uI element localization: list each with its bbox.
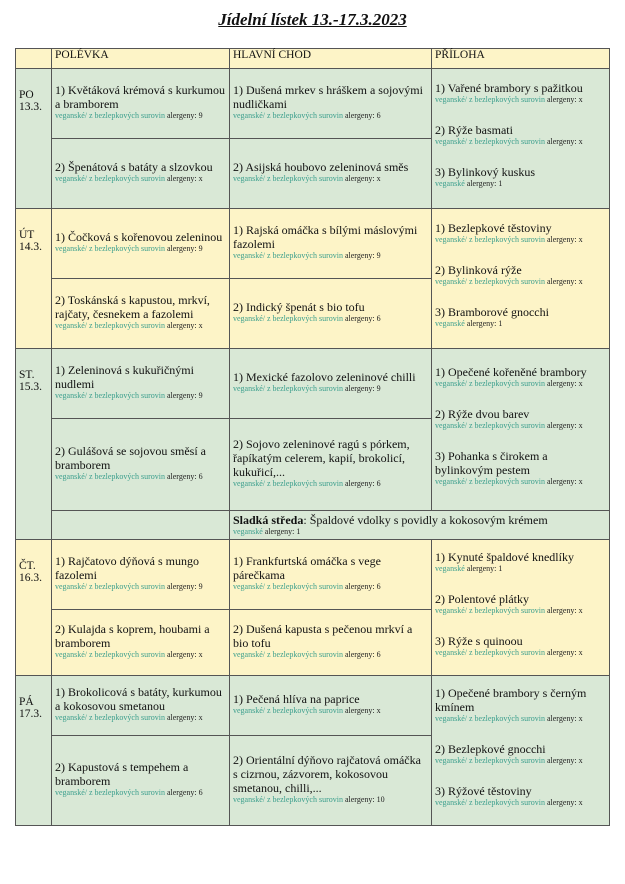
day-cell	[16, 69, 52, 209]
vegan-tag: veganské/ z bezlepkových surovin	[233, 251, 343, 260]
allergen-label: alergeny:	[344, 706, 375, 715]
day-label: ÚT	[19, 229, 35, 241]
allergen-value: x	[578, 277, 583, 286]
vegan-tag: veganské/ z bezlepkových surovin	[55, 174, 165, 183]
dish-meta	[55, 244, 226, 254]
dish-name: 1) Rajčatovo dýňová s mungo fazolemi	[55, 554, 199, 582]
soup-item	[55, 554, 226, 594]
allergen-value: x	[578, 379, 583, 388]
dish-meta	[55, 582, 226, 592]
main-item	[233, 554, 428, 594]
dish-name: 2) Rýže basmati	[435, 123, 513, 137]
allergen-label: alergeny:	[166, 174, 197, 183]
vegan-tag: veganské/ z bezlepkových surovin	[435, 714, 545, 723]
main-item	[233, 622, 428, 662]
allergen-value: x	[578, 421, 583, 430]
vegan-tag: veganské/ z bezlepkových surovin	[233, 111, 343, 120]
day-date: 15.3.	[19, 381, 42, 393]
side-cell	[432, 209, 610, 349]
special-cell	[230, 511, 610, 540]
allergen-label: alergeny:	[166, 713, 197, 722]
vegan-tag: veganské/ z bezlepkových surovin	[55, 321, 165, 330]
dish-meta	[435, 319, 606, 329]
allergen-label: alergeny:	[344, 314, 375, 323]
dish-name: 2) Rýže dvou barev	[435, 407, 530, 421]
vegan-tag: veganské	[435, 179, 465, 188]
vegan-tag: veganské/ z bezlepkových surovin	[233, 650, 343, 659]
side-cell	[432, 540, 610, 676]
soup-cell	[52, 69, 230, 139]
dish-meta	[233, 650, 428, 660]
vegan-tag: veganské/ z bezlepkových surovin	[435, 421, 545, 430]
soup-cell	[52, 419, 230, 511]
dish-meta	[233, 582, 428, 592]
dish-name: 1) Vařené brambory s pažitkou	[435, 81, 583, 95]
dish-meta	[55, 650, 226, 660]
main-cell	[230, 209, 432, 279]
allergen-label: alergeny:	[344, 174, 375, 183]
allergen-label: alergeny:	[466, 319, 497, 328]
vegan-tag: veganské/ z bezlepkových surovin	[233, 174, 343, 183]
allergen-label: alergeny:	[166, 321, 197, 330]
main-item	[233, 370, 428, 396]
allergen-label: alergeny:	[166, 582, 197, 591]
soup-item	[55, 83, 226, 123]
dish-name: 1) Dušená mrkev s hráškem a sojovými nudličkami	[233, 83, 423, 111]
allergen-label: alergeny:	[546, 421, 577, 430]
special-text: : Špaldové vdolky s povidly a kokosovým krémem	[303, 513, 548, 527]
allergen-value: x	[578, 714, 583, 723]
dish-meta	[435, 477, 606, 487]
vegan-tag: veganské/ z bezlepkových surovin	[233, 384, 343, 393]
allergen-label: alergeny:	[166, 788, 197, 797]
allergen-label: alergeny:	[546, 606, 577, 615]
vegan-tag: veganské/ z bezlepkových surovin	[435, 606, 545, 615]
day-date: 17.3.	[19, 708, 42, 720]
day-label: ST.	[19, 369, 35, 381]
side-item	[435, 123, 606, 149]
side-item	[435, 686, 606, 726]
main-cell	[230, 540, 432, 610]
main-cell	[230, 349, 432, 419]
vegan-tag: veganské	[435, 319, 465, 328]
dish-meta	[55, 321, 226, 331]
allergen-value: x	[578, 95, 583, 104]
soup-cell	[52, 736, 230, 826]
allergen-label: alergeny:	[166, 391, 197, 400]
dish-meta	[435, 137, 606, 147]
soup-item	[55, 760, 226, 800]
vegan-tag: veganské/ z bezlepkových surovin	[55, 472, 165, 481]
side-item	[435, 305, 606, 331]
side-cell	[432, 676, 610, 826]
soup-cell	[52, 676, 230, 736]
allergen-label: alergeny:	[466, 564, 497, 573]
allergen-value: 6	[376, 111, 381, 120]
soup-item	[55, 622, 226, 662]
vegan-tag: veganské/ z bezlepkových surovin	[435, 648, 545, 657]
allergen-value: x	[198, 650, 203, 659]
main-item	[233, 753, 428, 807]
allergen-value: 1	[498, 564, 503, 573]
vegan-tag: veganské/ z bezlepkových surovin	[435, 379, 545, 388]
allergen-value: 9	[376, 384, 381, 393]
vegan-tag: veganské/ z bezlepkových surovin	[55, 391, 165, 400]
dish-meta	[233, 384, 428, 394]
allergen-label: alergeny:	[166, 472, 197, 481]
dish-meta	[435, 235, 606, 245]
allergen-value: 1	[498, 179, 503, 188]
day-cell	[16, 676, 52, 826]
dish-name: 3) Rýže s quinoou	[435, 634, 523, 648]
dish-name: 2) Bylinková rýže	[435, 263, 522, 277]
allergen-label: alergeny:	[546, 95, 577, 104]
vegan-tag: veganské/ z bezlepkových surovin	[435, 137, 545, 146]
allergen-label: alergeny:	[344, 582, 375, 591]
soup-cell	[52, 209, 230, 279]
vegan-tag: veganské/ z bezlepkových surovin	[55, 713, 165, 722]
day-row	[16, 349, 610, 419]
vegan-tag: veganské/ z bezlepkových surovin	[233, 314, 343, 323]
vegan-tag: veganské/ z bezlepkových surovin	[55, 244, 165, 253]
soup-item	[55, 160, 226, 186]
dish-meta	[233, 314, 428, 324]
allergen-value: x	[376, 706, 381, 715]
day-date: 16.3.	[19, 572, 42, 584]
allergen-value: 6	[198, 788, 203, 797]
dish-meta	[233, 706, 428, 716]
dish-meta	[55, 111, 226, 121]
allergen-label: alergeny:	[466, 179, 497, 188]
allergen-value: x	[578, 137, 583, 146]
side-item	[435, 165, 606, 191]
dish-name: 2) Špenátová s batáty a slzovkou	[55, 160, 213, 174]
dish-name: 1) Rajská omáčka s bílými máslovými fazolemi	[233, 223, 418, 251]
day-row	[16, 209, 610, 279]
special-line	[233, 513, 606, 527]
allergen-label: alergeny:	[546, 379, 577, 388]
dish-name: 3) Pohanka s čirokem a bylinkovým pestem	[435, 449, 548, 477]
vegan-tag: veganské	[233, 527, 263, 536]
dish-name: 2) Dušená kapusta s pečenou mrkví a bio tofu	[233, 622, 413, 650]
dish-meta	[435, 714, 606, 724]
dish-name: 1) Zeleninová s kukuřičnými nudlemi	[55, 363, 194, 391]
soup-cell	[52, 279, 230, 349]
dish-name: 3) Bylinkový kuskus	[435, 165, 536, 179]
vegan-tag: veganské/ z bezlepkových surovin	[55, 582, 165, 591]
main-item	[233, 223, 428, 263]
dish-meta	[55, 788, 226, 798]
side-item	[435, 592, 606, 618]
main-cell	[230, 610, 432, 676]
day-cell	[16, 209, 52, 349]
special-empty	[52, 511, 230, 540]
vegan-tag: veganské/ z bezlepkových surovin	[233, 582, 343, 591]
main-cell	[230, 139, 432, 209]
main-item	[233, 300, 428, 326]
dish-meta	[233, 174, 428, 184]
dish-meta	[435, 277, 606, 287]
dish-name: 2) Indický špenát s bio tofu	[233, 300, 365, 314]
vegan-tag: veganské/ z bezlepkových surovin	[233, 706, 343, 715]
day-cell	[16, 349, 52, 540]
dish-meta	[233, 479, 428, 489]
soup-cell	[52, 139, 230, 209]
allergen-label: alergeny:	[344, 111, 375, 120]
vegan-tag: veganské/ z bezlepkových surovin	[435, 798, 545, 807]
vegan-tag: veganské	[435, 564, 465, 573]
allergen-value: x	[578, 798, 583, 807]
menu-table	[15, 48, 610, 826]
dish-name: 1) Frankfurtská omáčka s vege párečkama	[233, 554, 381, 582]
vegan-tag: veganské/ z bezlepkových surovin	[435, 235, 545, 244]
soup-cell	[52, 540, 230, 610]
main-cell	[230, 69, 432, 139]
allergen-label: alergeny:	[166, 111, 197, 120]
soup-item	[55, 685, 226, 725]
day-row	[16, 540, 610, 610]
dish-meta	[435, 798, 606, 808]
allergen-label: alergeny:	[344, 650, 375, 659]
side-cell	[432, 69, 610, 209]
allergen-label: alergeny:	[546, 235, 577, 244]
day-date: 13.3.	[19, 101, 42, 113]
special-row	[16, 511, 610, 540]
dish-name: 2) Sojovo zeleninové ragú s pórkem, řapíkatým celerem, kapií, brokolicí, kukuřicí,...	[233, 437, 410, 479]
allergen-label: alergeny:	[344, 479, 375, 488]
main-item	[233, 437, 428, 491]
day-row	[16, 69, 610, 139]
allergen-value: 9	[198, 244, 203, 253]
soup-cell	[52, 610, 230, 676]
header-day	[16, 49, 52, 69]
dish-name: 2) Orientální dýňovo rajčatová omáčka s cizrnou, zázvorem, kokosovou smetanou, chilli,...	[233, 753, 421, 795]
dish-name: 3) Bramborové gnocchi	[435, 305, 549, 319]
allergen-value: x	[578, 235, 583, 244]
dish-meta	[435, 564, 606, 574]
allergen-value: x	[198, 713, 203, 722]
vegan-tag: veganské/ z bezlepkových surovin	[435, 277, 545, 286]
vegan-tag: veganské/ z bezlepkových surovin	[435, 95, 545, 104]
vegan-tag: veganské/ z bezlepkových surovin	[435, 477, 545, 486]
soup-item	[55, 444, 226, 484]
soup-item	[55, 230, 226, 256]
day-label: PÁ	[19, 696, 34, 708]
main-cell	[230, 279, 432, 349]
day-date: 14.3.	[19, 241, 42, 253]
allergen-label: alergeny:	[546, 137, 577, 146]
dish-meta	[435, 756, 606, 766]
allergen-value: 9	[376, 251, 381, 260]
allergen-value: 6	[376, 314, 381, 323]
side-item	[435, 365, 606, 391]
allergen-value: 1	[498, 319, 503, 328]
allergen-value: 6	[376, 582, 381, 591]
side-item	[435, 221, 606, 247]
header-row	[16, 49, 610, 69]
main-item	[233, 83, 428, 123]
allergen-label: alergeny:	[166, 650, 197, 659]
dish-meta	[435, 648, 606, 658]
side-item	[435, 407, 606, 433]
side-item	[435, 742, 606, 768]
special-label: Sladká středa	[233, 513, 304, 527]
dish-name: 1) Čočková s kořenovou zeleninou	[55, 230, 223, 244]
dish-meta	[435, 606, 606, 616]
allergen-value: x	[578, 606, 583, 615]
dish-name: 2) Kulajda s koprem, houbami a bramborem	[55, 622, 210, 650]
soup-item	[55, 293, 226, 333]
dish-name: 1) Opečené brambory s černým kmínem	[435, 686, 587, 714]
soup-item	[55, 363, 226, 403]
main-item	[233, 160, 428, 186]
vegan-tag: veganské/ z bezlepkových surovin	[233, 479, 343, 488]
allergen-label: alergeny:	[546, 798, 577, 807]
allergen-value: x	[198, 174, 203, 183]
vegan-tag: veganské/ z bezlepkových surovin	[55, 111, 165, 120]
dish-name: 1) Mexické fazolovo zeleninové chilli	[233, 370, 416, 384]
allergen-label: alergeny:	[546, 277, 577, 286]
side-item	[435, 81, 606, 107]
dish-meta	[233, 527, 606, 537]
allergen-label: alergeny:	[546, 714, 577, 723]
vegan-tag: veganské/ z bezlepkových surovin	[233, 795, 343, 804]
dish-meta	[233, 795, 428, 805]
allergen-value: 9	[198, 111, 203, 120]
allergen-value: 1	[296, 527, 301, 536]
allergen-value: 6	[198, 472, 203, 481]
page-title: Jídelní lístek 13.-17.3.2023	[218, 10, 407, 29]
dish-meta	[435, 179, 606, 189]
allergen-value: 9	[198, 391, 203, 400]
side-item	[435, 634, 606, 660]
dish-name: 1) Opečené kořeněné brambory	[435, 365, 587, 379]
dish-name: 1) Květáková krémová s kurkumou a bramborem	[55, 83, 225, 111]
allergen-value: x	[578, 477, 583, 486]
main-cell	[230, 736, 432, 826]
dish-name: 2) Gulášová se sojovou směsí a bramborem	[55, 444, 206, 472]
side-item	[435, 449, 606, 489]
dish-meta	[55, 472, 226, 482]
dish-meta	[55, 174, 226, 184]
allergen-label: alergeny:	[546, 756, 577, 765]
header-main: HLAVNÍ CHOD	[230, 49, 432, 69]
allergen-value: x	[376, 174, 381, 183]
main-cell	[230, 419, 432, 511]
allergen-value: x	[198, 321, 203, 330]
day-label: ČT.	[19, 560, 36, 572]
dish-name: 2) Asijská houbovo zeleninová směs	[233, 160, 409, 174]
allergen-label: alergeny:	[344, 384, 375, 393]
soup-cell	[52, 349, 230, 419]
dish-name: 1) Bezlepkové těstoviny	[435, 221, 552, 235]
allergen-label: alergeny:	[344, 795, 375, 804]
vegan-tag: veganské/ z bezlepkových surovin	[55, 788, 165, 797]
dish-name: 2) Polentové plátky	[435, 592, 529, 606]
dish-name: 3) Rýžové těstoviny	[435, 784, 532, 798]
allergen-label: alergeny:	[546, 648, 577, 657]
side-item	[435, 263, 606, 289]
header-soup: POLÉVKA	[52, 49, 230, 69]
dish-meta	[435, 379, 606, 389]
allergen-value: x	[578, 648, 583, 657]
side-cell	[432, 349, 610, 511]
dish-name: 1) Brokolicová s batáty, kurkumou a kokosovou smetanou	[55, 685, 222, 713]
allergen-value: 6	[376, 479, 381, 488]
allergen-label: alergeny:	[166, 244, 197, 253]
dish-name: 2) Kapustová s tempehem a bramborem	[55, 760, 189, 788]
header-side: PŘÍLOHA	[432, 49, 610, 69]
allergen-value: 6	[376, 650, 381, 659]
day-cell	[16, 540, 52, 676]
dish-name: 1) Kynuté špaldové knedlíky	[435, 550, 574, 564]
dish-meta	[55, 391, 226, 401]
allergen-value: 9	[198, 582, 203, 591]
dish-name: 2) Bezlepkové gnocchi	[435, 742, 546, 756]
day-label: PO	[19, 89, 34, 101]
side-item	[435, 550, 606, 576]
vegan-tag: veganské/ z bezlepkových surovin	[435, 756, 545, 765]
allergen-label: alergeny:	[264, 527, 295, 536]
allergen-label: alergeny:	[344, 251, 375, 260]
day-row	[16, 676, 610, 736]
allergen-value: 10	[376, 795, 385, 804]
dish-meta	[55, 713, 226, 723]
main-cell	[230, 676, 432, 736]
side-item	[435, 784, 606, 810]
dish-meta	[233, 251, 428, 261]
vegan-tag: veganské/ z bezlepkových surovin	[55, 650, 165, 659]
dish-meta	[435, 95, 606, 105]
allergen-label: alergeny:	[546, 477, 577, 486]
dish-meta	[233, 111, 428, 121]
dish-name: 2) Toskánská s kapustou, mrkví, rajčaty, česnekem a fazolemi	[55, 293, 210, 321]
allergen-value: x	[578, 756, 583, 765]
dish-name: 1) Pečená hlíva na paprice	[233, 692, 360, 706]
main-item	[233, 692, 428, 718]
dish-meta	[435, 421, 606, 431]
